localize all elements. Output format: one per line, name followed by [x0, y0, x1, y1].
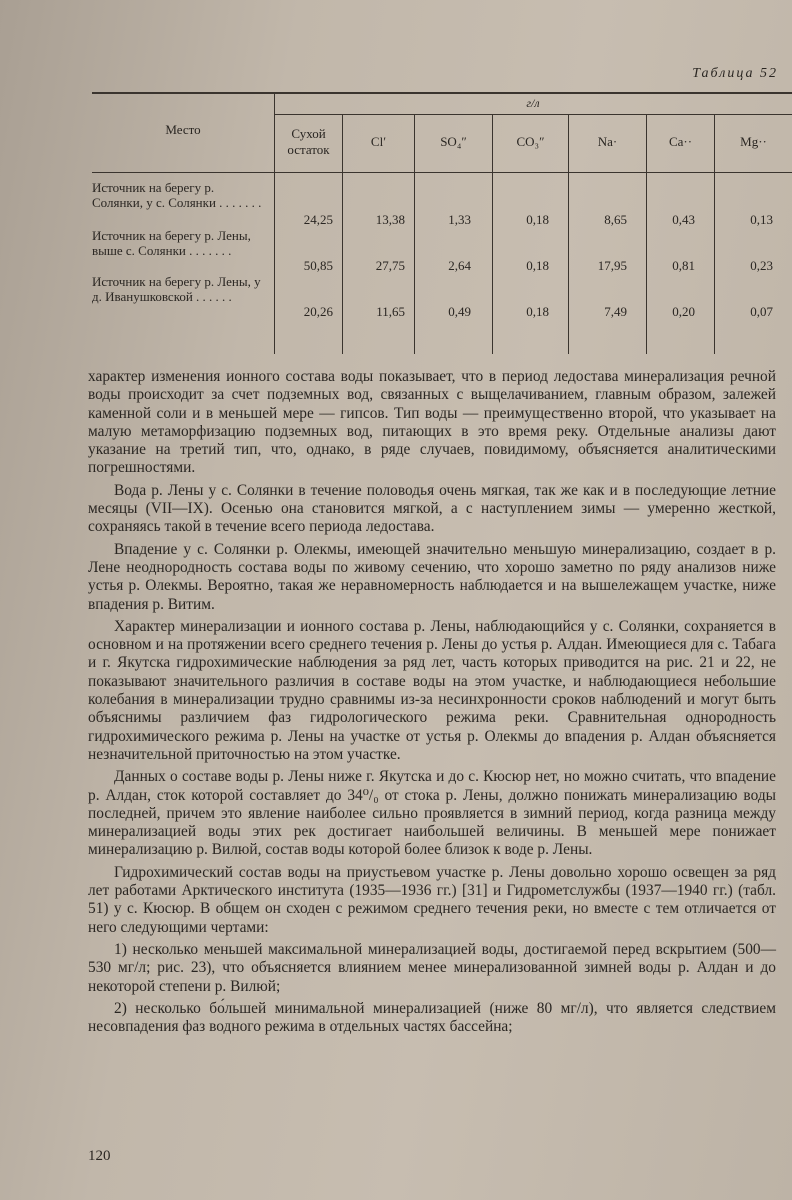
table-cell: 8,65: [604, 212, 627, 227]
paragraph: Впадение у с. Солянки р. Олекмы, имеющей значительно меньшую минерализацию, создает в р. Лене неоднородность состава воды по живому сечению, что хорошо заметно по ряду анализов ниже устья р. Олекмы. Вероятно, такая же неравномерность наблюдается и на вышележащем участке, ниже впадения р. Витим.: [88, 540, 776, 613]
table-cell: 13,38: [375, 212, 405, 227]
table-cell: 0,13: [750, 212, 773, 227]
table-caption: Таблица 52: [692, 66, 778, 81]
paragraph: Данных о составе воды р. Лены ниже г. Якутска и до с. Кюсюр нет, но можно считать, что впадение р. Алдан, сток которой составляет до 34⁰/₀ от стока р. Лены, должно понижать минерализацию воды последней, причем это явление наиболее сильно проявляется в зимний период, когда разница между минерализацией воды этих рек достигает наибольшей величины. В меньшей мере понижает минерализацию р. Вилюй, состав воды которой более близок к воде р. Лены.: [88, 768, 776, 859]
paragraph: характер изменения ионного состава воды показывает, что в период ледостава минерализация речной воды происходит за счет подземных вод, связанных с выщелачиванием, главным образом, залежей каменной соли и в меньшей мере — гипсов. Тип воды — преимущественно второй, что указывает на малую метаморфизацию подземных вод, питающих в это время реку. Отдельные анализы дают указание на третий тип, что, однако, в ряде случаев, повидимому, объясняется аналитическими погрешностями.: [88, 368, 776, 477]
col-header-na: Na·: [597, 134, 618, 149]
table-cell: 11,65: [376, 304, 405, 319]
paragraph: 1) несколько меньшей максимальной минерализацией воды, достигаемой перед вскрытием (500—530 мг/л; рис. 23), что объясняется влиянием менее минерализованной зимней воды р. Алдан и до некоторой степени р. Вилюй;: [88, 940, 776, 995]
row-place: Источник на берегу р. Лены, выше с. Солянки . . . . . . .: [92, 228, 251, 258]
body-text: [88, 368, 776, 1040]
table-cell: 0,43: [672, 212, 695, 227]
row-place: Источник на берегу р. Лены, у д. Иванушковской . . . . . .: [92, 274, 261, 304]
mineralization-table: [92, 92, 792, 354]
paragraph: Вода р. Лены у с. Солянки в течение половодья очень мягкая, так же как и в последующие летние месяцы (VII—IX). Осенью она становится мягкой, а с наступлением зимы — умеренно жесткой, сохраняясь такой в течение всего периода ледостава.: [88, 481, 776, 536]
table-cell: 0,18: [526, 212, 549, 227]
table-cell: 0,07: [750, 304, 773, 319]
table-cell: 27,75: [375, 258, 405, 273]
table-cell: 2,64: [448, 258, 471, 273]
table-cell: 50,85: [303, 258, 333, 273]
place-header: Место: [165, 122, 201, 137]
paragraph: Гидрохимический состав воды на приустьевом участке р. Лены довольно хорошо освещен за ряд лет работами Арктического института (1935—1936 гг.) [31] и Гидрометслужбы (1937—1940 гг.) (табл. 51) у с. Кюсюр. В общем он сходен с режимом среднего течения реки, но вместе с тем отличается от него следующими чертами:: [88, 863, 776, 936]
page-number: 120: [88, 1148, 111, 1164]
table-top-rule: [92, 92, 792, 94]
table-cell: 0,18: [526, 304, 549, 319]
row-place: Источник на берегу р. Солянки, у с. Солянки . . . . . . .: [92, 180, 262, 210]
table-cell: 24,25: [303, 212, 333, 227]
col-header-co3: CO₃″: [516, 134, 545, 149]
col-header-ca: Ca··: [668, 134, 693, 149]
col-header-dry-residue: Сухой остаток: [287, 126, 330, 157]
table-cell: 0,20: [672, 304, 695, 319]
col-header-so4: SO₄″: [440, 134, 467, 149]
table-cell: 0,23: [750, 258, 773, 273]
col-header-mg: Mg··: [740, 134, 767, 149]
table-cell: 7,49: [604, 304, 627, 319]
table-cell: 17,95: [597, 258, 627, 273]
paragraph: Характер минерализации и ионного состава р. Лены, наблюдающийся у с. Солянки, сохраняется в основном и на протяжении всего среднего течения р. Лены до устья р. Алдан. Имеющиеся для с. Табага и г. Якутска гидрохимические наблюдения за ряд лет, часть которых приводится на рис. 21 и 22, не показывают значительного различия в составе воды на этом участке, и наблюдающиеся небольшие колебания в минерализации трудно сравнимы из-за несинхронности сроков наблюдений и могут быть объяснимы различием фаз гидрологического режима реки. Сравнительная однородность гидрохимического режима р. Лены на участке от устья р. Олекмы до впадения р. Алдан объясняется незначительной приточностью на этом участке.: [88, 617, 776, 763]
table-cell: 0,81: [672, 258, 695, 273]
header-bottom-rule: [92, 172, 792, 173]
table-cell: 0,18: [526, 258, 549, 273]
col-header-cl: Cl′: [370, 134, 387, 149]
table-cell: 0,49: [448, 304, 471, 319]
table-cell: 1,33: [448, 212, 471, 227]
table-cell: 20,26: [303, 304, 333, 319]
unit-header: г/л: [526, 96, 540, 110]
paragraph: 2) несколько бо́льшей минимальной минерализацией (ниже 80 мг/л), что является следствием несовпадения фаз водного режима в отдельных частях бассейна;: [88, 999, 776, 1036]
